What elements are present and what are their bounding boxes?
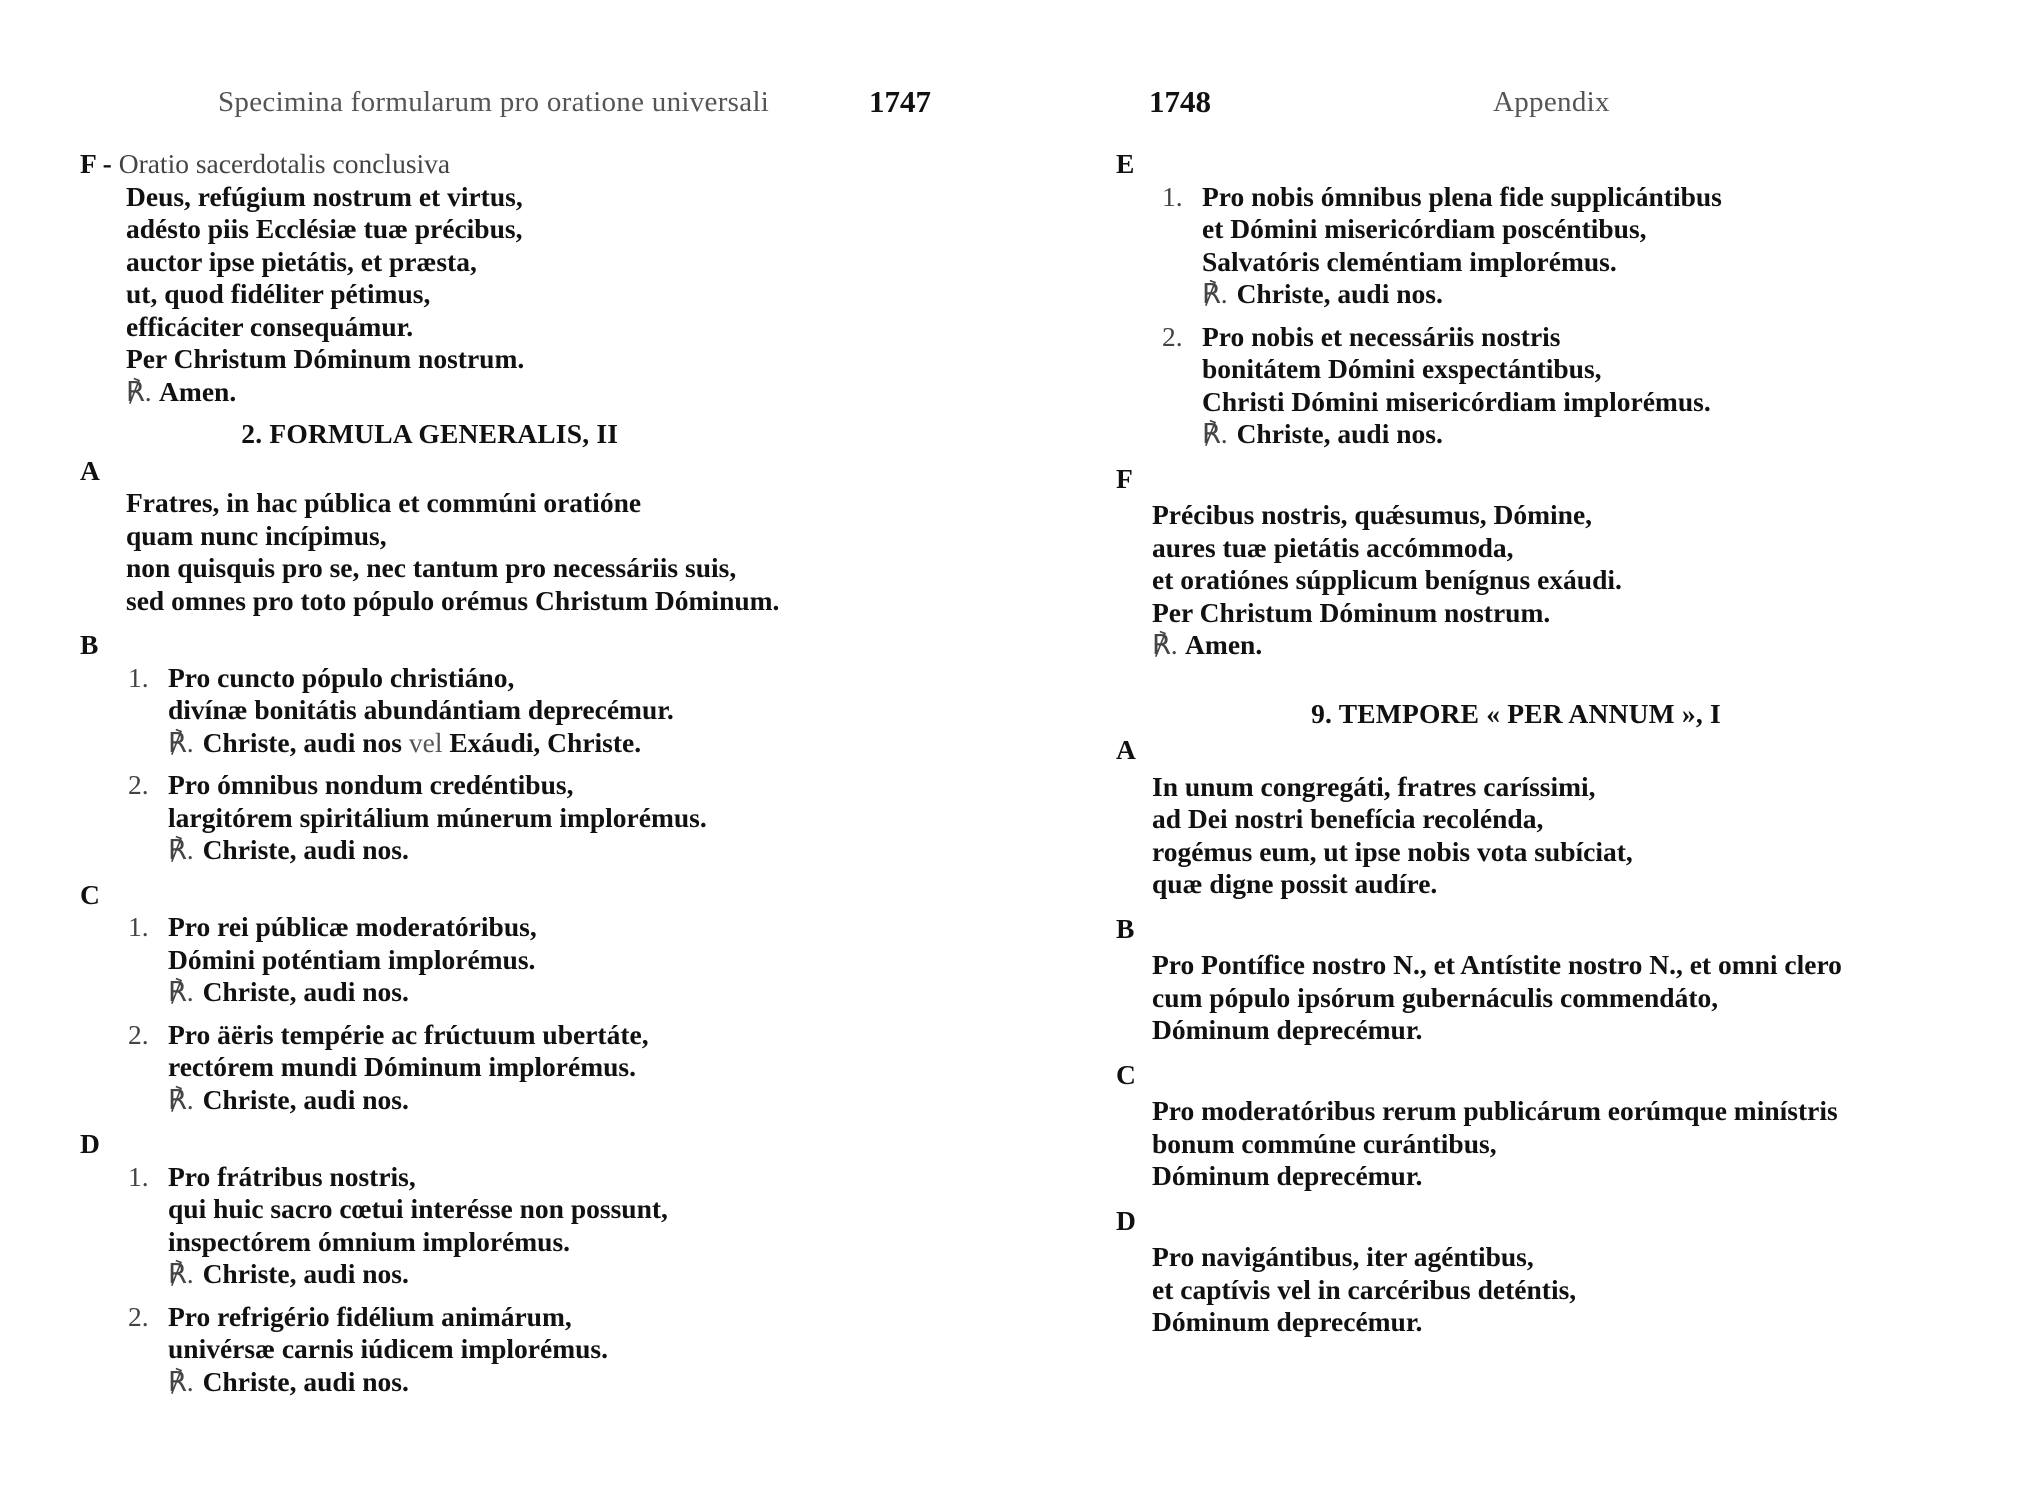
response-line: ℟. Christe, audi nos. (168, 1258, 409, 1289)
running-header-title: Appendix (1493, 86, 1610, 118)
intention-item: 2. Pro äëris tempérie ac frúctuum ubertáte, rectórem mundi Dóminum implorémus. ℟. Christe, audi nos. (168, 1019, 779, 1117)
response-line: ℟. Christe, audi nos. (168, 1083, 409, 1115)
page-number: 1748 (1149, 84, 1211, 119)
response-symbol-icon: ℟. (1202, 418, 1228, 449)
intention-text: Pro Pontífice nostro N., et Antístite nostro N., et omni clero cum pópulo ipsórum gubernáculis commendáto, Dóminum deprecémur. (1152, 949, 1842, 1045)
section-letter: B (1116, 912, 1135, 944)
response-line: ℟. Christe, audi nos vel Exáudi, Christe. (168, 726, 642, 758)
response-line: ℟. Amen. (126, 375, 237, 407)
left-page-content (80, 148, 779, 1398)
invitation-text: Fratres, in hac pública et commúni oratióne quam nunc incípimus, non quisquis pro se, nec tantum pro necessáriis suis, sed omnes pro toto pópulo orémus Christum Dóminum. (126, 487, 780, 616)
invitation-text: In unum congregáti, fratres caríssimi, ad Dei nostri benefícia recolénda, rogémus eum, ut ipse nobis vota subíciat, quæ digne possit audíre. (1152, 770, 1633, 899)
intention-text: Pro moderatóribus rerum publicárum eorúmque minístris bonum commúne curántibus, Dóminum deprecémur. (1152, 1095, 1838, 1191)
section-heading: 2. FORMULA GENERALIS, II (241, 418, 619, 449)
response-symbol-icon: ℟. (168, 834, 194, 865)
right-page (1011, 0, 2022, 1500)
section-letter: F (1116, 462, 1133, 494)
response-symbol-icon: ℟. (1152, 629, 1178, 660)
response-symbol-icon: ℟. (168, 1083, 194, 1115)
response-line: ℟. Christe, audi nos. (168, 976, 409, 1007)
response-symbol-icon: ℟. (1202, 278, 1228, 309)
prayer-text: Deus, refúgium nostrum et virtus, adésto piis Ecclésiæ tuæ précibus, auctor ipse pietátis, et præsta, ut, quod fidéliter pétimus, efficáciter consequámur. Per Christum Dóminum nostrum. ℟. Amen. (126, 181, 779, 409)
intention-text: Pro navigántibus, iter agéntibus, et captívis vel in carcéribus deténtis, Dóminum deprecémur. (1152, 1241, 1577, 1337)
section-letter: D (1116, 1204, 1136, 1236)
section-letter: D (80, 1128, 100, 1159)
intention-item: 1. Pro rei públicæ moderatóribus, Dómini poténtiam implorémus. ℟. Christe, audi nos. (168, 911, 779, 1009)
section-letter: C (1116, 1058, 1136, 1090)
intention-item: 2. Pro nobis et necessáriis nostris bonitátem Dómini exspectántibus, Christi Dómini misericórdiam implorémus. ℟. Christe, audi nos. (1202, 321, 1916, 451)
response-symbol-icon: ℟. (126, 375, 152, 407)
intention-item: 2. Pro refrigério fidélium animárum, univérsæ carnis iúdicem implorémus. ℟. Christe, audi nos. (168, 1301, 779, 1399)
intention-item: 2. Pro ómnibus nondum credéntibus, largitórem spiritálium múnerum implorémus. ℟. Christe, audi nos. (168, 769, 779, 867)
prayer-text: Précibus nostris, quǽsumus, Dómine, aures tuæ pietátis accómmoda, et oratiónes súpplicum benígnus exáudi. Per Christum Dóminum nostrum. ℟. Amen. (1152, 499, 1916, 662)
response-line: ℟. Christe, audi nos. (168, 1365, 409, 1397)
section-note: Oratio sacerdotalis conclusiva (118, 148, 451, 179)
intention-item: 1. Pro frátribus nostris, qui huic sacro cœtui interésse non possunt, inspectórem ómnium implorémus. ℟. Christe, audi nos. (168, 1161, 779, 1291)
response-line: ℟. Christe, audi nos. (168, 834, 409, 865)
page-number: 1747 (869, 84, 931, 119)
response-line: ℟. Christe, audi nos. (1202, 418, 1443, 449)
response-symbol-icon: ℟. (168, 726, 194, 758)
section-letter: E (1116, 148, 1135, 179)
response-line: ℟. Christe, audi nos. (1202, 278, 1443, 309)
intention-item: 1. Pro nobis ómnibus plena fide supplicántibus et Dómini misericórdiam poscéntibus, Salvatóris cleméntiam implorémus. ℟. Christe, audi nos. (1202, 181, 1916, 311)
section-letter: B (80, 629, 99, 660)
response-symbol-icon: ℟. (168, 976, 194, 1007)
response-symbol-icon: ℟. (168, 1365, 194, 1397)
section-heading: 9. TEMPORE « PER ANNUM », I (1311, 697, 1721, 729)
response-line: ℟. Amen. (1152, 629, 1263, 660)
section-letter: A (80, 454, 100, 486)
section-letter: A (1116, 734, 1136, 765)
section-letter: C (80, 878, 100, 910)
running-header-title: Specimina formularum pro oratione universali (218, 86, 770, 118)
section-letter: F - Oratio sacerdotalis conclusiva (80, 148, 451, 179)
right-page-content (1116, 148, 1916, 1339)
intention-item: 1. Pro cuncto pópulo christiáno, divínæ bonitátis abundántiam deprecémur. ℟. Christe, audi nos vel Exáudi, Christe. (168, 662, 779, 760)
response-symbol-icon: ℟. (168, 1258, 194, 1289)
